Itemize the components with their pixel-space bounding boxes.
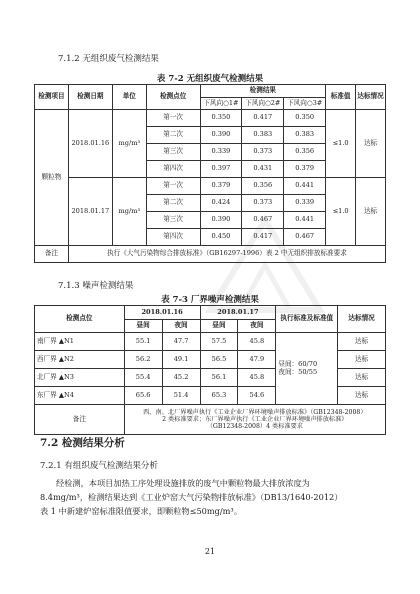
cell-point: 南厂界 ▲N1 xyxy=(35,333,125,351)
cell-value: 0.441 xyxy=(284,178,326,195)
cell-value: 0.467 xyxy=(242,212,284,229)
section-heading-713: 7.1.3 噪声检测结果 xyxy=(58,281,134,291)
cell-value: 0.450 xyxy=(200,229,242,246)
cell-value: 0.383 xyxy=(242,127,284,144)
cell-point: 第二次 xyxy=(146,195,200,212)
cell-value: 0.339 xyxy=(200,144,242,161)
cell-value: 56.5 xyxy=(200,351,238,369)
note-label: 备注 xyxy=(35,405,125,435)
cell-point: 北厂界 ▲N3 xyxy=(35,369,125,387)
cell-value: 0.339 xyxy=(284,195,326,212)
cell-value: 45.2 xyxy=(162,369,200,387)
cell-point: 第四次 xyxy=(146,161,200,178)
note-text xyxy=(124,405,385,435)
th-result: 检测结果 xyxy=(200,85,326,98)
cell-value: 0.467 xyxy=(284,229,326,246)
cell-point: 第三次 xyxy=(146,144,200,161)
note-label: 备注 xyxy=(35,246,69,263)
cell-value: 55.4 xyxy=(124,369,162,387)
cell-point: 西厂界 ▲N2 xyxy=(35,351,125,369)
section-heading-72: 7.2 检测结果分析 xyxy=(40,437,125,449)
cell-value: 49.1 xyxy=(162,351,200,369)
th-std: 标准值 xyxy=(326,85,356,110)
cell-date: 2018.01.16 xyxy=(68,110,112,178)
cell-value: 51.4 xyxy=(162,387,200,405)
th-item: 检测项目 xyxy=(35,85,69,110)
section-heading-712: 7.1.2 无组织废气检测结果 xyxy=(58,54,159,64)
th-unit: 单位 xyxy=(112,85,146,110)
cell-ok: 达标 xyxy=(356,110,386,178)
cell-value: 0.441 xyxy=(284,212,326,229)
cell-std: ≤1.0 xyxy=(326,110,356,178)
cell-value: 65.6 xyxy=(124,387,162,405)
cell-ok: 达标 xyxy=(338,387,386,405)
cell-date: 2018.01.17 xyxy=(68,178,112,246)
cell-value: 57.5 xyxy=(200,333,238,351)
cell-point: 第一次 xyxy=(146,110,200,127)
para-line-1: 经检测，本项目加热工序处理设施排放的废气中颗粒物最大排放浓度为 xyxy=(56,478,310,488)
cell-value: 0.390 xyxy=(200,127,242,144)
cell-value: 0.390 xyxy=(200,212,242,229)
cell-value: 45.8 xyxy=(238,333,276,351)
th-day: 昼间 xyxy=(124,320,162,333)
cell-value: 47.9 xyxy=(238,351,276,369)
cell-value: 0.383 xyxy=(284,127,326,144)
para-line-3: 表 1 中新建炉窑标准限值要求，即颗粒物≤50mg/m³。 xyxy=(40,506,242,516)
th-point: 检测点位 xyxy=(146,85,200,110)
cell-value: 56.2 xyxy=(124,351,162,369)
cell-unit: mg/m³ xyxy=(112,178,146,246)
note-line-3: （GB12348-2008）4 类标准要求 xyxy=(206,423,303,431)
th-day: 昼间 xyxy=(200,320,238,333)
th-downwind-2: 下风向○2# xyxy=(242,98,284,110)
th-point: 检测点位 xyxy=(35,306,125,333)
cell-value: 0.379 xyxy=(200,178,242,195)
th-date-2: 2018.01.17 xyxy=(200,306,276,320)
table-7-2-caption: 表 7-2 无组织废气检测结果 xyxy=(156,74,264,84)
cell-value: 0.424 xyxy=(200,195,242,212)
th-ok: 达标情况 xyxy=(356,85,386,110)
cell-value: 0.373 xyxy=(242,144,284,161)
cell-value: 54.6 xyxy=(238,387,276,405)
cell-point: 第四次 xyxy=(146,229,200,246)
th-night: 夜间 xyxy=(162,320,200,333)
cell-value: 0.417 xyxy=(242,110,284,127)
cell-value: 0.417 xyxy=(242,229,284,246)
table-7-3 xyxy=(34,305,386,435)
cell-value: 0.350 xyxy=(284,110,326,127)
cell-value: 0.379 xyxy=(284,161,326,178)
note-line-1: 西、南、北厂界噪声执行《工业企业厂界环境噪声排放标准》（GB12348-2008） xyxy=(143,408,367,416)
cell-value: 0.356 xyxy=(242,178,284,195)
table-7-2 xyxy=(34,84,386,263)
analysis-paragraph xyxy=(40,476,390,518)
para-line-2: 8.4mg/m³，检测结果达到《工业炉窑大气污染物排放标准》（DB13/1640-2012） xyxy=(40,492,343,502)
th-downwind-1: 下风向○1# xyxy=(200,98,242,110)
th-date-1: 2018.01.16 xyxy=(124,306,200,320)
std-day: 昼间：60/70 xyxy=(278,359,318,368)
cell-unit: mg/m³ xyxy=(112,110,146,178)
cell-ok: 达标 xyxy=(338,333,386,351)
std-night: 夜间：50/55 xyxy=(278,367,318,376)
cell-point: 东厂界 ▲N4 xyxy=(35,387,125,405)
cell-value: 47.7 xyxy=(162,333,200,351)
cell-value: 65.3 xyxy=(200,387,238,405)
note-line-2: 2 类标准要求；东厂界噪声执行《工业企业厂界环境噪声排放标准》 xyxy=(162,415,348,423)
cell-ok: 达标 xyxy=(338,351,386,369)
note-text: 执行《大气污染物综合排放标准》（GB16297-1996）表 2 中无组织排放标准要求 xyxy=(68,246,385,263)
th-std: 执行标准及标准值 xyxy=(276,306,338,333)
cell-ok: 达标 xyxy=(356,178,386,246)
page-number: 21 xyxy=(204,547,216,556)
th-night: 夜间 xyxy=(238,320,276,333)
cell-point: 第一次 xyxy=(146,178,200,195)
cell-std xyxy=(276,333,338,405)
cell-point: 第三次 xyxy=(146,212,200,229)
cell-value: 0.397 xyxy=(200,161,242,178)
cell-value: 45.8 xyxy=(238,369,276,387)
cell-point: 第二次 xyxy=(146,127,200,144)
cell-value: 0.373 xyxy=(242,195,284,212)
th-date: 检测日期 xyxy=(68,85,112,110)
cell-value: 0.350 xyxy=(200,110,242,127)
cell-std: ≤1.0 xyxy=(326,178,356,246)
table-7-3-caption: 表 7-3 厂界噪声检测结果 xyxy=(161,295,259,305)
th-downwind-3: 下风向○3# xyxy=(284,98,326,110)
th-ok: 达标情况 xyxy=(338,306,386,333)
cell-value: 0.431 xyxy=(242,161,284,178)
section-heading-721: 7.2.1 有组织废气检测结果分析 xyxy=(40,461,158,471)
cell-item: 颗粒物 xyxy=(35,110,69,246)
cell-value: 0.356 xyxy=(284,144,326,161)
cell-ok: 达标 xyxy=(338,369,386,387)
cell-value: 55.1 xyxy=(124,333,162,351)
cell-value: 56.1 xyxy=(200,369,238,387)
